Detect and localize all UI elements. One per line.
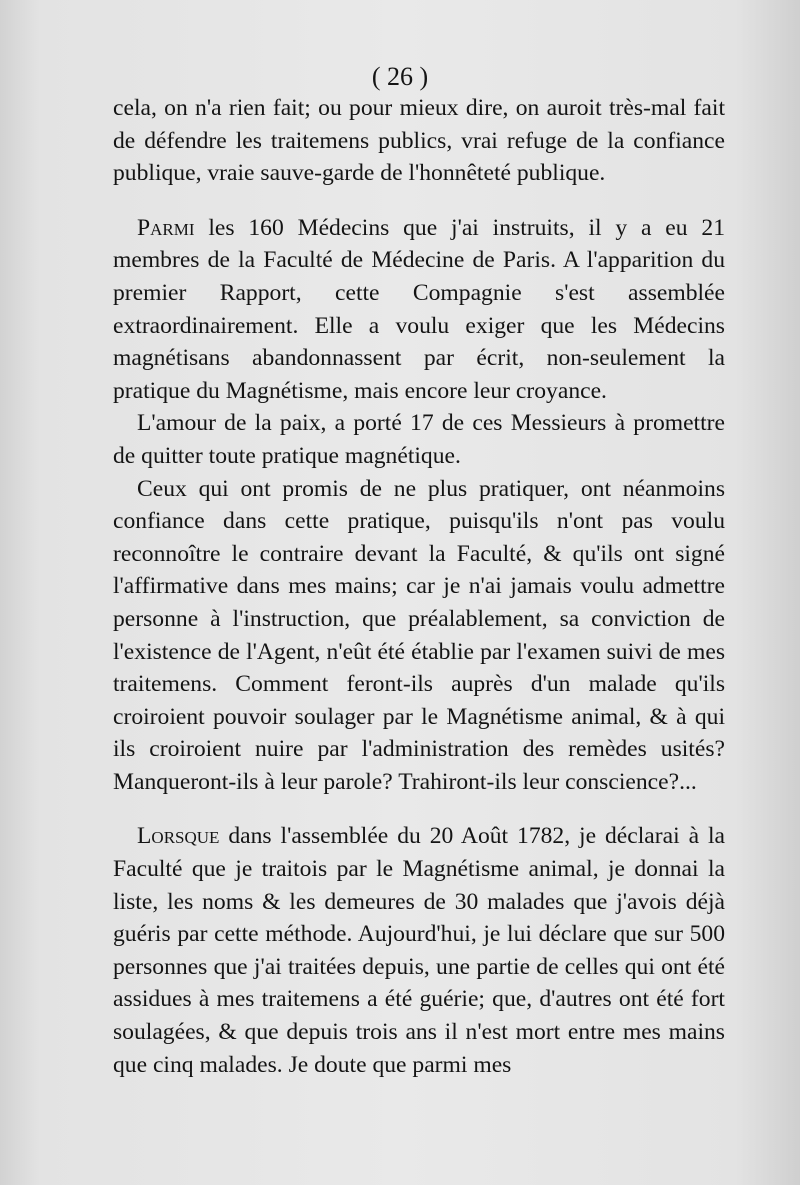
paragraph-2-text: les 160 Médecins que j'ai instruits, il y a eu 21 membres de la Faculté de Médecine de Paris. A l'apparition du premier Rapport, cette Compagnie s'est assemblée extraordinairement. Elle a voulu exiger que les Médecins magnétisans abandonnassent par écrit, non-seulement la pratique du Magnétisme, mais encore leur croyance. <box>113 214 725 404</box>
page-number: ( 26 ) <box>371 62 429 91</box>
paragraph-1 <box>113 92 725 190</box>
paragraph-2 <box>113 212 725 408</box>
paragraph-3 <box>113 407 725 472</box>
paragraph-gap <box>113 798 725 820</box>
paragraph-4 <box>113 473 725 799</box>
paragraph-4-text: Ceux qui ont promis de ne plus pratiquer, ont néanmoins confiance dans cette pratique, puisqu'ils n'ont pas voulu reconnoître le contraire devant la Faculté, & qu'ils ont signé l'affirmative dans mes mains; car je n'ai jamais voulu admettre personne à l'instruction, que préalablement, sa conviction de l'existence de l'Agent, n'eût été établie par l'examen suivi de mes traitemens. Comment feront-ils auprès d'un malade qu'ils croiroient pouvoir soulager par le Magnétisme animal, & à qui ils croiroient nuire par l'administration des remèdes usités? Manqueront-ils à leur parole? Trahiront-ils leur conscience?... <box>113 475 725 795</box>
text-block <box>113 92 725 1081</box>
paragraph-5-text: dans l'assemblée du 20 Août 1782, je déclarai à la Faculté que je traitois par le Magnétisme animal, je donnai la liste, les noms & les demeures de 30 malades que j'avois déjà guéris par cette méthode. Aujourd'hui, je lui déclare que sur 500 personnes que j'ai traitées depuis, une partie de celles qui ont été assidues à mes traitemens a été guérie; que, d'autres ont été fort soulagées, & que depuis trois ans il n'est mort entre mes mains que cinq malades. Je doute que parmi mes <box>113 823 725 1078</box>
paragraph-2-lead: Parmi <box>137 214 195 241</box>
paragraph-5-lead: Lorsque <box>137 823 220 850</box>
paragraph-gap <box>113 190 725 212</box>
paragraph-5 <box>113 820 725 1081</box>
paragraph-3-text: L'amour de la paix, a porté 17 de ces Messieurs à promettre de quitter toute pratique magnétique. <box>113 410 725 469</box>
paragraph-1-text: cela, on n'a rien fait; ou pour mieux dire, on auroit très-mal fait de défendre les traitemens publics, vrai refuge de la confiance publique, vraie sauve-garde de l'honnêteté publique. <box>113 95 725 187</box>
